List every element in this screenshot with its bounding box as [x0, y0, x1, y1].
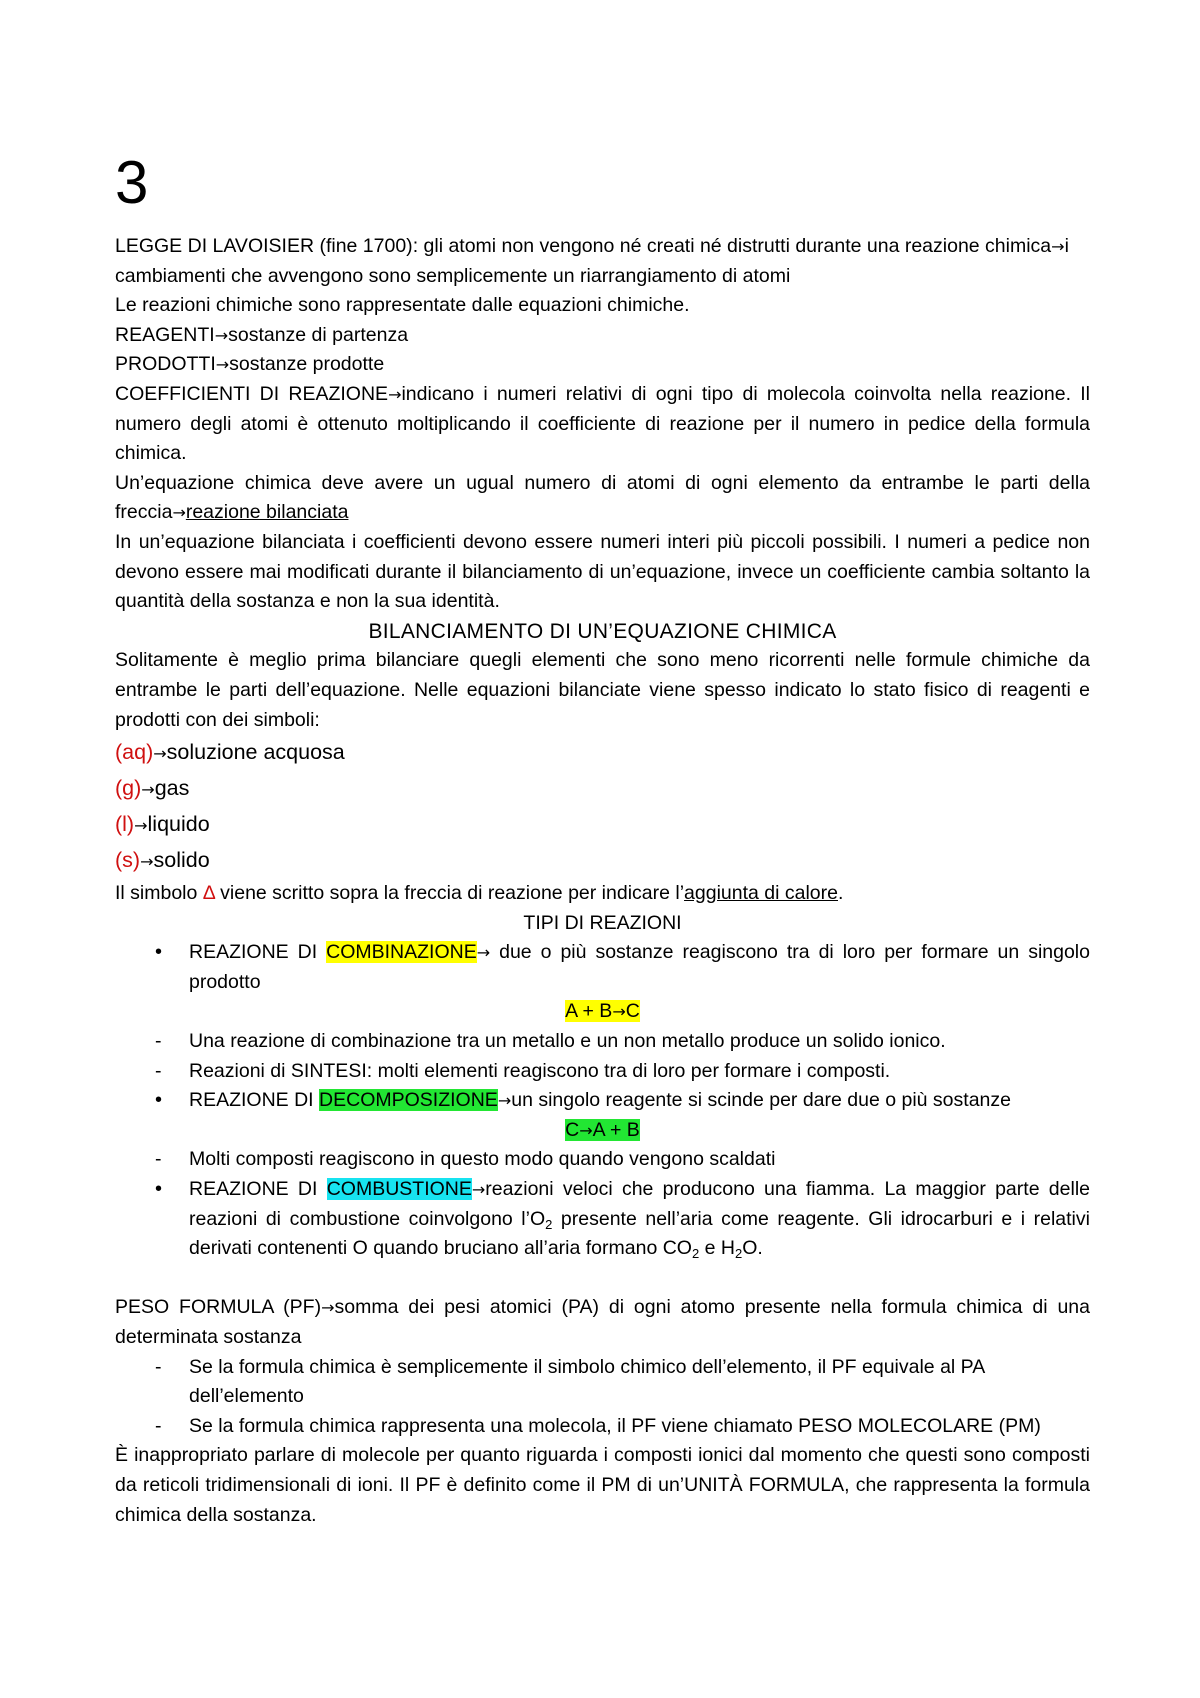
spacer [115, 1264, 1090, 1294]
arrow-icon: → [612, 1002, 626, 1022]
dash-icon: - [155, 1148, 162, 1171]
delta-icon: Δ [202, 882, 215, 905]
arrow-icon: → [579, 1120, 593, 1140]
dash-icon: - [155, 1355, 162, 1378]
arrow-icon: → [141, 780, 155, 800]
state-item-l: (l)→liquido [115, 812, 210, 837]
formula-combinazione: A + B→C [565, 1000, 640, 1023]
state-symbol: (aq) [115, 740, 154, 765]
bullet-icon: • [155, 941, 163, 964]
prodotti-definition: PRODOTTI→sostanze prodotte [115, 353, 385, 376]
bilanciata-paragraph: Un’equazione chimica deve avere un ugual numero di atomi di ogni elemento da entrambe le parti della freccia→reazione bilanciata [115, 471, 1090, 524]
arrow-icon: → [471, 1180, 486, 1200]
reazione-bilanciata-term: reazione bilanciata [185, 501, 349, 524]
arrow-icon: → [134, 816, 148, 836]
state-item-g: (g)→gas [115, 776, 190, 801]
list-item-combinazione: • REAZIONE DI COMBINAZIONE→ due o più sostanze reagiscono tra di loro per formare un singolo prodotto [115, 938, 1090, 997]
bullet-icon: • [155, 1089, 163, 1112]
list-item: - Una reazione di combinazione tra un metallo e un non metallo produce un solido ionico. [115, 1027, 1090, 1057]
equations-paragraph: Le reazioni chimiche sono rappresentate dalle equazioni chimiche. [115, 294, 690, 317]
combinazione-highlight: COMBINAZIONE [326, 941, 477, 964]
formula-decomposizione: C→A + B [565, 1118, 640, 1141]
heading-bilanciamento: BILANCIAMENTO DI UN’EQUAZIONE CHIMICA [368, 619, 837, 643]
page-number: 3 [115, 149, 149, 216]
document-body [115, 232, 1090, 1530]
lavoisier-label: LEGGE DI LAVOISIER (fine 1700) [115, 235, 413, 257]
arrow-icon: → [497, 1091, 512, 1111]
list-item: - Se la formula chimica rappresenta una molecola, il PF viene chiamato PESO MOLECOLARE (PM) [115, 1412, 1090, 1442]
arrow-icon: → [153, 744, 167, 764]
heading-tipi: TIPI DI REAZIONI [523, 911, 682, 934]
arrow-icon: → [215, 355, 230, 375]
list-item-decomposizione: • REAZIONE DI DECOMPOSIZIONE→un singolo reagente si scinde per dare due o più sostanze [115, 1086, 1090, 1116]
reagenti-definition: REAGENTI→sostanze di partenza [115, 323, 409, 346]
list-item-combustione: • REAZIONE DI COMBUSTIONE→reazioni veloci che producono una fiamma. La maggior parte delle reazioni di combustione coinvolgono $l’O_2$ presente nell’aria come reagente. Gli idrocarburi e i relativi derivati contenenti O quando bruciano all’aria formano $CO_2$ e $H_2O$. [115, 1175, 1090, 1264]
arrow-icon: → [476, 943, 491, 963]
list-item: - Molti composti reagiscono in questo modo quando vengono scaldati [115, 1145, 1090, 1175]
arrow-icon: → [172, 503, 186, 523]
arrow-icon: → [388, 384, 402, 404]
delta-paragraph: Il simbolo Δ viene scritto sopra la freccia di reazione per indicare l’aggiunta di calore. [115, 882, 844, 905]
state-symbol: (s) [115, 848, 141, 873]
solitamente-paragraph: Solitamente è meglio prima bilanciare quegli elementi che sono meno ricorrenti nelle formule chimiche da entrambe le parti dell’equazione. Nelle equazioni bilanciate viene spesso indicato lo stato fisico di reagenti e prodotti con dei simboli: [115, 649, 1090, 731]
arrow-icon: → [214, 325, 229, 345]
list-item: - Reazioni di SINTESI: molti elementi reagiscono tra di loro per formare i composti. [115, 1057, 1090, 1087]
dash-icon: - [155, 1414, 162, 1437]
arrow-icon: → [321, 1298, 335, 1318]
list-item: - Se la formula chimica è semplicemente il simbolo chimico dell’elemento, il PF equivale al PA dell’elemento [115, 1353, 1090, 1412]
decomposizione-highlight: DECOMPOSIZIONE [319, 1089, 498, 1112]
coefficienti-paragraph: In un’equazione bilanciata i coefficienti devono essere numeri interi più piccoli possibili. I numeri a pedice non devono essere mai modificati durante il bilanciamento di un’equazione, invece un coefficiente cambia soltanto la quantità della sostanza e non la sua identità. [115, 530, 1090, 613]
arrow-icon: → [1051, 237, 1065, 256]
dash-icon: - [155, 1059, 162, 1082]
lavoisier-paragraph: LEGGE DI LAVOISIER (fine 1700): gli atomi non vengono né creati né distrutti durante una reazione chimica→i cambiamenti che avvengono sono semplicemente un riarrangiamento di atomi [115, 235, 1069, 287]
combustione-highlight: COMBUSTIONE [326, 1178, 472, 1201]
arrow-icon: → [140, 852, 154, 872]
state-item-aq: (aq)→soluzione acquosa [115, 740, 345, 765]
peso-formula-paragraph: PESO FORMULA (PF)→somma dei pesi atomici (PA) di ogni atomo presente nella formula chimica di una determinata sostanza [115, 1296, 1090, 1348]
dash-icon: - [155, 1030, 162, 1053]
coefficienti-definition: COEFFICIENTI DI REAZIONE→indicano i numeri relativi di ogni tipo di molecola coinvolta nella reazione. Il numero degli atomi è ottenuto moltiplicando il coefficiente di reazione per il numero in pedice della formula chimica. [115, 382, 1090, 465]
state-symbol: (g) [115, 776, 142, 801]
state-symbol: (l) [115, 812, 135, 837]
state-item-s: (s)→solido [115, 848, 210, 873]
bullet-icon: • [155, 1178, 163, 1201]
final-paragraph: È inappropriato parlare di molecole per quanto riguarda i composti ionici dal momento che questi sono composti da reticoli tridimensionali di ioni. Il PF è definito come il PM di un’UNITÀ FORMULA, che rappresenta la formula chimica della sostanza. [115, 1444, 1090, 1526]
aggiunta-calore-term: aggiunta di calore [684, 882, 838, 905]
